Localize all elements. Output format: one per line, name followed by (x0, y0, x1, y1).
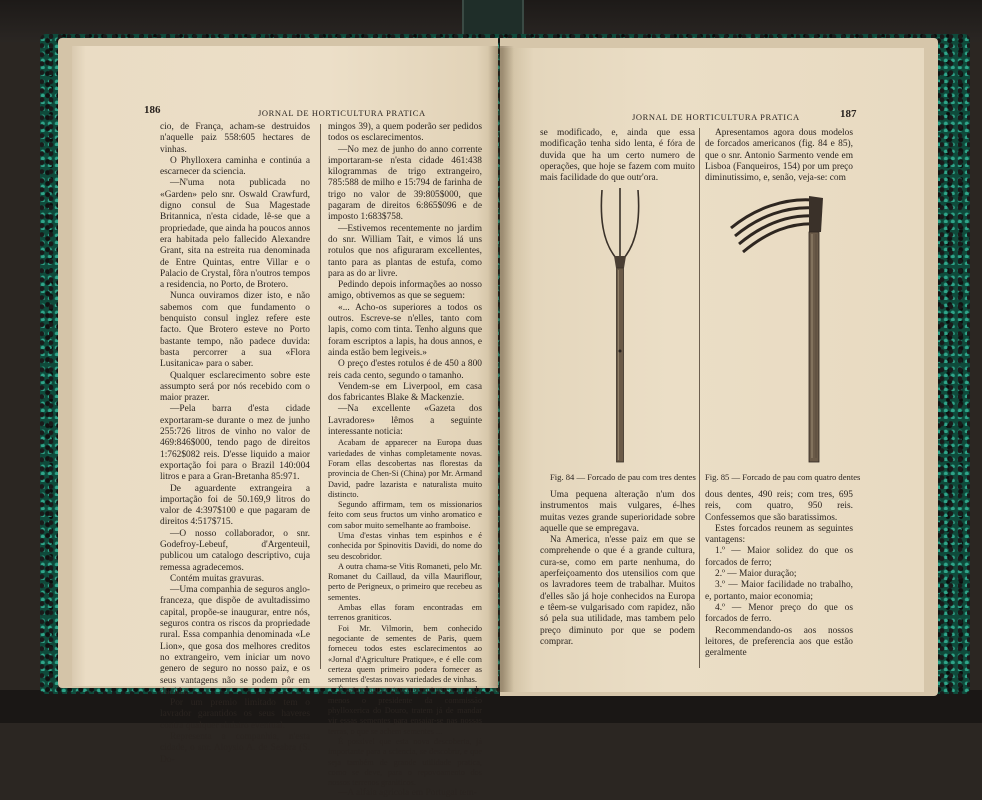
right-page (500, 48, 924, 692)
paragraph: —Uma companhia de seguros anglo-franceza, que dispõe de avultadissimo capital, propõe-se inaugurar, entre nós, seguros contra os riscos da propriedade rural. Essa companhia denominada «Le Lion», que gosa dos melhores creditos no extrangeiro, vem iniciar um novo genero de seguro no nosso paiz, e os seus vantagens não se podem pôr em duvida. (160, 585, 310, 697)
paragraph: 3.º — Maior facilidade no trabalho, e, portanto, maior economia; (705, 580, 853, 602)
paragraph: —O nosso collaborador, o snr. Godefroy-Lebeuf, d'Argenteuil, publicou um catalogo descriptivo, cuja remessa agradecemos. (160, 528, 310, 573)
left-running-head: JORNAL DE HORTICULTURA PRATICA (258, 108, 426, 118)
paragraph: O preço d'estes rotulos é de 450 a 800 reis cada cento, segundo o tamanho. (328, 359, 482, 381)
paragraph: Recommendando-os aos nossos leitores, de preferencia aos que estão geralmente (705, 625, 853, 659)
paragraph: A outra chama-se Vitis Romaneti, pelo Mr. Romanet du Caillaud, da villa Mauriflour, perto de Perigneux, o primeiro que recebeu as sementes. (328, 561, 482, 602)
paragraph: —A alfaia agricola em Portugal tem- (338, 788, 477, 799)
paragraph: De aguardente extrangeira a importação foi de 50.169,9 litros do valor de 4:397$100 e que pagaram de direitos 4:517$715. (160, 483, 310, 528)
paragraph: É possivel que esta nova descoberta, já importante para a sciencia, se descobrir, e que seja também de grande utilidade pratica, como se deve, para o repovoamento dos nossos terrenos graniticos. (328, 736, 482, 788)
paragraph: 2.º — Maior duração; (715, 569, 797, 580)
paragraph: dous dentes, 490 reis; com tres, 695 reis, com quatro, 950 reis. Confessemos que são baratissimos. (705, 490, 853, 523)
paragraph: 1.º — Maior solidez do que os forcados de ferro; (705, 546, 853, 568)
paragraph: Na America, n'esse paiz em que se comprehende o que é a grande cultura, cura-se, como em parte nenhuma, do aperfeiçoamento dos utensilios com que os lavradores teem de trabalhar. Muitos d'elles são já hoje conhecidos na Europa e têem-se vulgarisado com rapidez, não só pela sua utilidade, mas tambem pelo preço diminuto por que se podem comprar. (540, 535, 695, 647)
paragraph: Foi Mr. Vilmorin, bem conhecido negociante de sementes de Paris, quem forneceu todos estes esclarecimentos ao «Jornal d'Agriculture Pratique», e é elle com certeza quem primeiro podera fornecer as sementes d'estas novas variedades de vinhas. (328, 623, 482, 685)
fork-four-tines-illustration (725, 188, 835, 468)
paragraph: Apresentamos agora dous modelos de forcados americanos (fig. 84 e 85), que o snr. Antonio Sarmento vende em Lisboa (Fanqueiros, 154) por um preço diminutissimo, e, senão, veja-se: com (705, 128, 853, 184)
right-column-2-top (705, 128, 853, 184)
paragraph: Uma pequena alteração n'um dos instrumentos mais vulgares, é-lhes muitas vezes grande superioridade sobre aquelle que se empregava. (540, 490, 695, 534)
book-gutter (488, 46, 514, 692)
left-page (72, 46, 498, 799)
column-divider (320, 124, 321, 669)
paragraph: Pedindo depois informações ao nosso amigo, obtivemos as que se seguem: (328, 280, 482, 302)
left-column-1 (160, 122, 310, 766)
left-page-number: 186 (144, 104, 161, 116)
figure-85-caption: Fig. 85 — Forcado de pau com quatro dentes (705, 472, 861, 482)
paragraph: Vendem-se em Liverpool, em casa dos fabricantes Blake & Mackenzie. (328, 381, 482, 404)
left-column-2 (328, 122, 482, 800)
paragraph: Representa a companhia, n'esta cidade, o snr. Aloysio A. de Seabra (S. Do- (160, 732, 310, 765)
paragraph: Qualquer esclarecimento sobre este assumpto será por nós recebido com o maior prazer. (160, 370, 310, 404)
paragraph: se modificado, e, ainda que essa modificação tenha sido lenta, é fóra de duvida que ha um certo numero de operações, que hoje se fazem com muito mais facilidade do que outr'ora. (540, 128, 695, 184)
paragraph: —Pela barra d'esta cidade exportaram-se durante o mez de junho 255:726 litros de vinho no valor de 469:846$000, tendo pago de direitos 1:762$082 reis. D'esse liquido a maior exportação foi para o Brazil 140:004 litros e para a Gran-Bretanha 85:971. (160, 404, 310, 483)
right-column-1-bottom (540, 490, 695, 648)
paragraph: Estes forcados reunem as seguintes vantagens: (705, 523, 853, 546)
paragraph: Contém muitas gravuras. (170, 573, 264, 584)
paragraph: —No mez de junho do anno corrente importaram-se n'esta cidade 461:438 kilogrammas de trigo extrangeiro, 785:588 de milho e 15:794 de farinha de trigo no valor de 39:805$000, que pagaram de direitos 6:865$096 e de imposto 1:683$758. (328, 144, 482, 223)
paragraph: O Phylloxera caminha e continúa a escarnecer da sciencia. (160, 155, 310, 178)
right-running-head: JORNAL DE HORTICULTURA PRATICA (632, 112, 800, 122)
paragraph: Ambas ellas foram encontradas em terrenos graniticos. (328, 603, 482, 623)
paragraph: —N'uma nota publicada no «Garden» pelo snr. Oswald Crawfurd, digno consul de Sua Magestade Britannica, n'esta cidade, lê-se que a propriedade, que ainda ha poucos annos era habitada pelo fallecido Alexandre Grant, sita na estreita rua denominada de Entre Quintas, entre Villar e o Palacio de Crystal, fôra n'outros tempos a residencia, no Porto, de Brotero. (160, 178, 310, 291)
right-page-number: 187 (840, 108, 857, 120)
right-column-2-bottom (705, 490, 853, 659)
paragraph: Uma d'estas vinhas tem espinhos e é conhecida por Spinovitis Davidi, do nome do seu descobridor. (328, 530, 482, 561)
column-divider (699, 128, 700, 668)
paragraph: cio, de França, acham-se destruidos n'aquelle paiz 558:605 hectares de vinhas. (160, 122, 310, 155)
paragraph: Segundo affirmam, tem os missionarios feito com seus fructos um vinho aromatico e com sabor muito semelhante ao framboise. (328, 500, 482, 530)
paragraph: É natural que o governo portuguez, ou pelo menos o presidente da commissão phylloxerica do Douro, tratem já de mandar vir essas sementes para ensaiar-se nas nossas terras, o que se achem sementes ... (328, 685, 482, 736)
paragraph: —Na excellente «Gazeta dos Lavradores» lêmos a seguinte interessante noticia: (328, 404, 482, 438)
paragraph: Por um premio limitado tem o lavrador garantidos os seus haveres contra qualquer sinistro eventual. (160, 698, 310, 731)
right-column-1-top (540, 128, 695, 184)
paragraph: Nunca ouviramos dizer isto, e não sabemos com que fundamento o benquisto consul inglez refere este facto. Que Brotero esteve no Porto bastante tempo, não padece duvida: basta percorrer a sua «Flora Lusitanica» para o saber. (160, 291, 310, 370)
paragraph: «... Acho-os superiores a todos os outros. Escreve-se n'elles, tanto com lapis, como com tinta. Tenho alguns que foram escriptos a lapis, ha dous annos, e ainda estão bem legiveis.» (328, 302, 482, 358)
paragraph: 4.º — Menor preço do que os forcados de ferro. (705, 602, 853, 625)
spine-strap (462, 0, 524, 38)
paragraph: —Estivemos recentemente no jardim do snr. William Tait, e vimos lá uns rotulos que nos afiguraram excellentes, tanto para as plantas de estufa, como para as do ar livre. (328, 223, 482, 279)
paragraph: mingos 39), a quem poderão ser pedidos todos os esclarecimentos. (328, 122, 482, 144)
fork-three-tines-illustration (590, 186, 650, 466)
paragraph: Acabam de apparecer na Europa duas variedades de vinhas completamente novas. Foram ellas descobertas nas florestas da provincia de Chen-Si (China) por Mr. Armand David, padre lazarista e naturalista muito distincto. (328, 438, 482, 499)
figure-84-caption: Fig. 84 — Forcado de pau com tres dentes (550, 472, 696, 482)
